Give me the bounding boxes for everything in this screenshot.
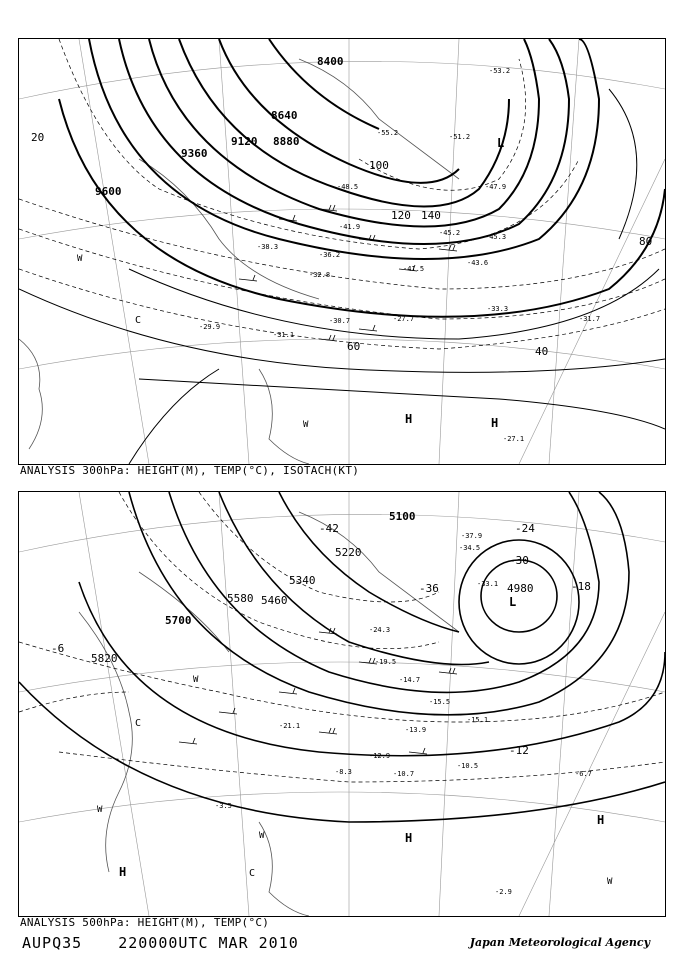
warm-symbol: W [607, 877, 613, 887]
warm-symbol: W [77, 254, 83, 264]
warm-symbol: W [193, 675, 199, 685]
isotherm-label: -18 [571, 580, 591, 593]
high-pressure-symbol: H [405, 412, 413, 426]
temp-label: -33.1 [477, 580, 499, 588]
isotherm-label: -24 [515, 522, 535, 535]
height-contours [59, 39, 665, 317]
temp-label: -41.9 [339, 223, 361, 231]
coastline [79, 512, 459, 916]
temp-label: -27.7 [393, 315, 415, 323]
low-pressure-symbol: L [497, 136, 505, 150]
height-label: 5700 [165, 614, 192, 627]
temp-label: -38.3 [257, 243, 279, 251]
temp-label: -6.7 [575, 770, 592, 778]
temp-label: -53.2 [489, 67, 511, 75]
map-panel-500hpa [18, 491, 666, 917]
isotach-label: 100 [369, 159, 389, 172]
height-label: 8880 [273, 135, 300, 148]
cold-symbol: C [135, 718, 142, 729]
height-label: 5340 [289, 574, 316, 587]
height-label: 9600 [95, 185, 122, 198]
product-code: AUPQ35 [22, 934, 83, 952]
temp-label: -41.5 [403, 265, 425, 273]
temp-label: -24.3 [369, 626, 391, 634]
temp-label: -29.9 [199, 323, 221, 331]
isotherm-label: -30 [509, 554, 529, 567]
height-label: 8640 [271, 109, 298, 122]
height-label: 9360 [181, 147, 208, 160]
temp-label: -32.8 [309, 271, 331, 279]
cold-symbol: C [135, 315, 142, 326]
map-300hpa-svg [19, 39, 665, 464]
isotherm-label: -12 [509, 744, 529, 757]
high-pressure-symbol: H [597, 813, 605, 827]
temp-label: -30.7 [329, 317, 351, 325]
isotach-label: 120 [391, 209, 411, 222]
high-pressure-symbol: H [119, 865, 127, 879]
map-500hpa-svg [19, 492, 665, 916]
warm-symbol: W [303, 420, 309, 430]
height-label: 5220 [335, 546, 362, 559]
high-pressure-symbol: H [491, 416, 499, 430]
isotach-label: 140 [421, 209, 441, 222]
isotherm-label-group [51, 522, 591, 757]
temp-label: -33.3 [487, 305, 509, 313]
isotach-label: 60 [347, 340, 361, 353]
isotherm-label: -42 [319, 522, 339, 535]
temp-label: -14.7 [399, 676, 421, 684]
warm-symbol: W [259, 831, 265, 841]
temp-label: -10.7 [393, 770, 415, 778]
temp-label: -55.2 [377, 129, 399, 137]
cold-symbol: C [249, 868, 256, 879]
temp-label: -43.6 [467, 259, 489, 267]
temp-label: -19.5 [375, 658, 397, 666]
temp-label: -51.2 [449, 133, 471, 141]
temp-label: -47.9 [485, 183, 507, 191]
isotach-label: 40 [535, 345, 549, 358]
warm-symbol: W [97, 805, 103, 815]
height-label: 4980 [507, 582, 534, 595]
map-panel-300hpa [18, 38, 666, 465]
temp-label: -13.9 [405, 726, 427, 734]
temp-label: -36.2 [319, 251, 341, 259]
temp-label: -15.1 [467, 716, 489, 724]
temp-label: -10.5 [457, 762, 479, 770]
low-pressure-symbol: L [509, 595, 517, 609]
height-label: 5100 [389, 510, 416, 523]
temp-label: -21.1 [279, 722, 301, 730]
temp-label: -48.5 [337, 183, 359, 191]
coastline [19, 59, 459, 464]
temp-label: -12.9 [369, 752, 391, 760]
isotachs [19, 89, 665, 464]
high-pressure-symbol: H [405, 831, 413, 845]
temp-label: -15.5 [429, 698, 451, 706]
temp-label: -45.2 [439, 229, 461, 237]
product-footer [22, 934, 325, 952]
caption-500hpa: ANALYSIS 500hPa: HEIGHT(M), TEMP(°C) [20, 916, 270, 929]
temp-label: -8.3 [335, 768, 352, 776]
height-label: 5460 [261, 594, 288, 607]
height-label: 5820 [91, 652, 118, 665]
valid-time: 220000UTC MAR 2010 [118, 934, 299, 952]
temp-label: -31.7 [579, 315, 601, 323]
temp-label: -37.9 [461, 532, 483, 540]
height-label: 9120 [231, 135, 258, 148]
caption-300hpa: ANALYSIS 300hPa: HEIGHT(M), TEMP(°C), ISOTACH(KT) [20, 464, 360, 477]
temp-label: -34.5 [459, 544, 481, 552]
pressure-symbols [97, 595, 613, 887]
height-label: 8400 [317, 55, 344, 68]
temp-label-group [199, 67, 600, 443]
agency-name: Japan Meteorological Agency [469, 936, 650, 949]
temp-label: -27.1 [503, 435, 525, 443]
isotach-label: 20 [31, 131, 45, 144]
temp-label: -3.5 [215, 802, 232, 810]
isotherm-label: -36 [419, 582, 439, 595]
temp-label: -2.9 [495, 888, 512, 896]
height-label: 5580 [227, 592, 254, 605]
temp-label: -31.1 [273, 331, 295, 339]
isotach-label: 80 [639, 235, 653, 248]
temp-label: -45.3 [485, 233, 507, 241]
isotherm-label: -6 [51, 642, 65, 655]
temp-label-group [215, 532, 592, 896]
